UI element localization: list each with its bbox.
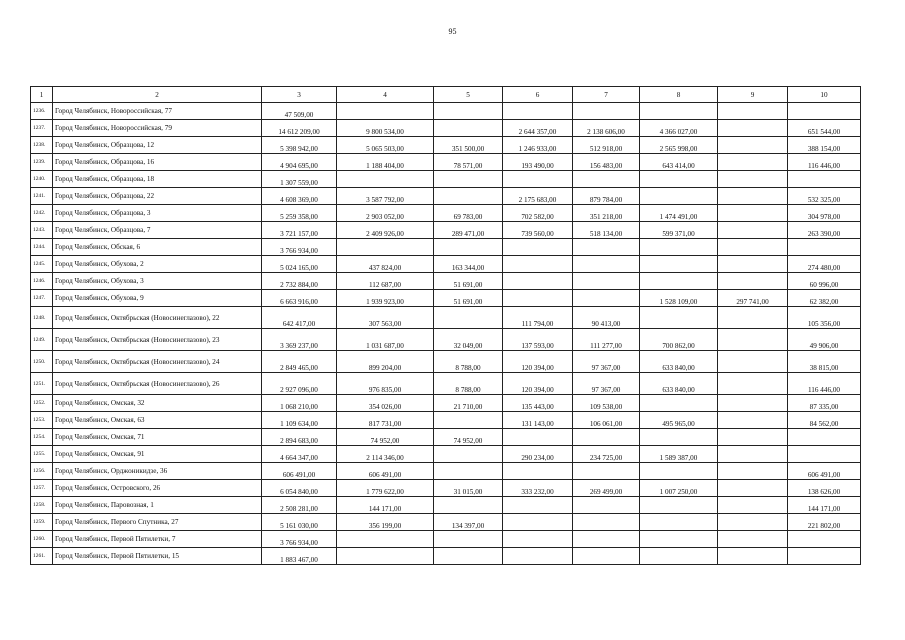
value-cell-c10: 221 802,00 [788,514,861,531]
value-cell-c10: 49 906,00 [788,329,861,351]
value-cell-c10: 38 815,00 [788,351,861,373]
value-cell-c9 [718,548,788,565]
value-cell-c7 [573,171,640,188]
value-cell-c4: 1 031 687,00 [337,329,434,351]
header-cell-2: 2 [53,87,262,103]
value-cell-c9 [718,373,788,395]
value-cell-c5: 31 015,00 [434,480,503,497]
value-cell-c4: 1 188 404,00 [337,154,434,171]
value-cell-c8: 643 414,00 [640,154,718,171]
value-cell-c5 [434,412,503,429]
address-cell: Город Челябинск, Октябрьская (Новосинеглазово), 26 [53,373,262,395]
value-cell-c5: 8 788,00 [434,351,503,373]
value-cell-c9 [718,307,788,329]
value-cell-c7 [573,429,640,446]
header-cell-4: 4 [337,87,434,103]
table-row [31,137,861,154]
table-row [31,222,861,239]
value-cell-c6: 120 394,00 [503,351,573,373]
address-cell: Город Челябинск, Образцова, 16 [53,154,262,171]
address-cell: Город Челябинск, Омская, 71 [53,429,262,446]
value-cell-c9 [718,222,788,239]
value-cell-c9 [718,273,788,290]
value-cell-c5: 8 788,00 [434,373,503,395]
row-number: 1245. [31,256,53,273]
value-cell-c5: 78 571,00 [434,154,503,171]
value-cell-c9: 297 741,00 [718,290,788,307]
value-cell-c5 [434,188,503,205]
row-number: 1254. [31,429,53,446]
value-cell-c3: 2 508 281,00 [262,497,337,514]
value-cell-c7: 351 218,00 [573,205,640,222]
value-cell-c5 [434,446,503,463]
row-number: 1253. [31,412,53,429]
value-cell-c8 [640,307,718,329]
address-cell: Город Челябинск, Омская, 91 [53,446,262,463]
value-cell-c5 [434,463,503,480]
value-cell-c9 [718,480,788,497]
value-cell-c7: 97 367,00 [573,373,640,395]
value-cell-c9 [718,120,788,137]
address-cell: Город Челябинск, Первой Пятилетки, 7 [53,531,262,548]
value-cell-c9 [718,171,788,188]
value-cell-c5: 134 397,00 [434,514,503,531]
value-cell-c6: 702 582,00 [503,205,573,222]
value-cell-c4 [337,171,434,188]
address-cell: Город Челябинск, Октябрьская (Новосинеглазово), 24 [53,351,262,373]
value-cell-c7 [573,514,640,531]
value-cell-c8 [640,514,718,531]
row-number: 1236. [31,103,53,120]
address-cell: Город Челябинск, Островского, 26 [53,480,262,497]
value-cell-c10: 87 335,00 [788,395,861,412]
value-cell-c8: 2 565 998,00 [640,137,718,154]
value-cell-c7: 111 277,00 [573,329,640,351]
value-cell-c3: 2 849 465,00 [262,351,337,373]
value-cell-c4: 2 903 052,00 [337,205,434,222]
value-cell-c5: 51 691,00 [434,290,503,307]
table-row [31,171,861,188]
value-cell-c3: 3 766 934,00 [262,531,337,548]
table-row [31,480,861,497]
row-number: 1260. [31,531,53,548]
value-cell-c5: 163 344,00 [434,256,503,273]
value-cell-c4: 144 171,00 [337,497,434,514]
value-cell-c8 [640,548,718,565]
value-cell-c10 [788,548,861,565]
value-cell-c8: 700 862,00 [640,329,718,351]
value-cell-c3: 5 024 165,00 [262,256,337,273]
value-cell-c8: 1 528 109,00 [640,290,718,307]
value-cell-c7: 269 499,00 [573,480,640,497]
value-cell-c9 [718,137,788,154]
value-cell-c6 [503,514,573,531]
value-cell-c7: 879 784,00 [573,188,640,205]
value-cell-c9 [718,256,788,273]
address-cell: Город Челябинск, Образцова, 22 [53,188,262,205]
row-number: 1240. [31,171,53,188]
value-cell-c7 [573,273,640,290]
table-row [31,497,861,514]
address-cell: Город Челябинск, Образцова, 18 [53,171,262,188]
value-cell-c10: 84 562,00 [788,412,861,429]
value-cell-c6: 2 175 683,00 [503,188,573,205]
value-cell-c5 [434,497,503,514]
header-cell-1: 1 [31,87,53,103]
value-cell-c7: 97 367,00 [573,351,640,373]
value-cell-c10: 144 171,00 [788,497,861,514]
address-cell: Город Челябинск, Первой Пятилетки, 15 [53,548,262,565]
value-cell-c9 [718,239,788,256]
value-cell-c4: 1 939 923,00 [337,290,434,307]
value-cell-c9 [718,514,788,531]
header-cell-9: 9 [718,87,788,103]
value-cell-c6 [503,290,573,307]
value-cell-c6 [503,429,573,446]
value-cell-c7 [573,497,640,514]
row-number: 1249. [31,329,53,351]
value-cell-c10: 62 382,00 [788,290,861,307]
value-cell-c10 [788,171,861,188]
value-cell-c10: 651 544,00 [788,120,861,137]
header-cell-6: 6 [503,87,573,103]
row-number: 1259. [31,514,53,531]
value-cell-c6 [503,239,573,256]
value-cell-c4: 976 835,00 [337,373,434,395]
value-cell-c8: 599 371,00 [640,222,718,239]
value-cell-c7 [573,239,640,256]
value-cell-c10: 274 480,00 [788,256,861,273]
value-cell-c8 [640,171,718,188]
value-cell-c6: 290 234,00 [503,446,573,463]
value-cell-c10: 388 154,00 [788,137,861,154]
value-cell-c3: 1 068 210,00 [262,395,337,412]
address-cell: Город Челябинск, Образцова, 3 [53,205,262,222]
address-cell: Город Челябинск, Образцова, 7 [53,222,262,239]
value-cell-c7 [573,531,640,548]
value-cell-c10: 105 356,00 [788,307,861,329]
address-cell: Город Челябинск, Обухова, 3 [53,273,262,290]
value-cell-c3: 4 608 369,00 [262,188,337,205]
row-number: 1237. [31,120,53,137]
header-cell-5: 5 [434,87,503,103]
value-cell-c6 [503,103,573,120]
value-cell-c6 [503,548,573,565]
value-cell-c10: 60 996,00 [788,273,861,290]
value-cell-c8: 1 589 387,00 [640,446,718,463]
table-row [31,120,861,137]
table-row [31,463,861,480]
value-cell-c3: 2 927 096,00 [262,373,337,395]
value-cell-c8 [640,188,718,205]
address-cell: Город Челябинск, Октябрьская (Новосинеглазово), 23 [53,329,262,351]
value-cell-c6: 120 394,00 [503,373,573,395]
value-cell-c8 [640,463,718,480]
data-table [30,86,861,565]
value-cell-c7: 234 725,00 [573,446,640,463]
address-cell: Город Челябинск, Омская, 32 [53,395,262,412]
table-row [31,395,861,412]
value-cell-c5: 21 710,00 [434,395,503,412]
value-cell-c10 [788,239,861,256]
value-cell-c9 [718,103,788,120]
value-cell-c9 [718,531,788,548]
value-cell-c7: 518 134,00 [573,222,640,239]
table-row [31,103,861,120]
row-number: 1258. [31,497,53,514]
value-cell-c5 [434,531,503,548]
row-number: 1261. [31,548,53,565]
value-cell-c3: 6 054 840,00 [262,480,337,497]
table-row [31,446,861,463]
address-cell: Город Челябинск, Новороссийская, 79 [53,120,262,137]
value-cell-c4: 5 065 503,00 [337,137,434,154]
value-cell-c4: 899 204,00 [337,351,434,373]
value-cell-c8 [640,429,718,446]
table-row [31,329,861,351]
value-cell-c10: 532 325,00 [788,188,861,205]
value-cell-c9 [718,446,788,463]
value-cell-c3: 47 509,00 [262,103,337,120]
value-cell-c9 [718,463,788,480]
value-cell-c6: 135 443,00 [503,395,573,412]
value-cell-c4: 437 824,00 [337,256,434,273]
value-cell-c10: 304 978,00 [788,205,861,222]
value-cell-c5 [434,307,503,329]
value-cell-c5: 51 691,00 [434,273,503,290]
value-cell-c9 [718,497,788,514]
value-cell-c7 [573,463,640,480]
value-cell-c8 [640,531,718,548]
header-cell-10: 10 [788,87,861,103]
header-cell-7: 7 [573,87,640,103]
address-cell: Город Челябинск, Октябрьская (Новосинеглазово), 22 [53,307,262,329]
value-cell-c4 [337,531,434,548]
value-cell-c7 [573,256,640,273]
value-cell-c5 [434,171,503,188]
row-number: 1238. [31,137,53,154]
row-number: 1242. [31,205,53,222]
value-cell-c8 [640,395,718,412]
value-cell-c9 [718,412,788,429]
row-number: 1244. [31,239,53,256]
table-row [31,273,861,290]
row-number: 1243. [31,222,53,239]
row-number: 1257. [31,480,53,497]
value-cell-c4 [337,103,434,120]
value-cell-c4: 9 800 534,00 [337,120,434,137]
table-row [31,531,861,548]
value-cell-c8 [640,273,718,290]
value-cell-c5: 32 049,00 [434,329,503,351]
table-row [31,307,861,329]
table-row [31,412,861,429]
value-cell-c10: 606 491,00 [788,463,861,480]
value-cell-c10: 116 446,00 [788,373,861,395]
value-cell-c8: 633 840,00 [640,351,718,373]
value-cell-c6: 1 246 933,00 [503,137,573,154]
value-cell-c3: 1 109 634,00 [262,412,337,429]
value-cell-c5: 69 783,00 [434,205,503,222]
value-cell-c6 [503,463,573,480]
value-cell-c8: 495 965,00 [640,412,718,429]
value-cell-c9 [718,429,788,446]
value-cell-c5: 289 471,00 [434,222,503,239]
value-cell-c9 [718,205,788,222]
value-cell-c3: 5 161 030,00 [262,514,337,531]
address-cell: Город Челябинск, Первого Спутника, 27 [53,514,262,531]
page-number: 95 [448,27,457,36]
value-cell-c6: 137 593,00 [503,329,573,351]
value-cell-c4: 354 026,00 [337,395,434,412]
value-cell-c8 [640,256,718,273]
value-cell-c6: 193 490,00 [503,154,573,171]
value-cell-c8: 4 366 027,00 [640,120,718,137]
value-cell-c3: 1 307 559,00 [262,171,337,188]
value-cell-c4: 74 952,00 [337,429,434,446]
value-cell-c4: 356 199,00 [337,514,434,531]
value-cell-c7: 2 138 606,00 [573,120,640,137]
value-cell-c5 [434,239,503,256]
value-cell-c3: 3 721 157,00 [262,222,337,239]
value-cell-c7: 109 538,00 [573,395,640,412]
value-cell-c3: 642 417,00 [262,307,337,329]
row-number: 1256. [31,463,53,480]
value-cell-c10 [788,429,861,446]
row-number: 1239. [31,154,53,171]
value-cell-c6: 131 143,00 [503,412,573,429]
table-row [31,351,861,373]
value-cell-c3: 1 883 467,00 [262,548,337,565]
value-cell-c8 [640,103,718,120]
value-cell-c8: 1 007 250,00 [640,480,718,497]
value-cell-c3: 14 612 209,00 [262,120,337,137]
value-cell-c3: 6 663 916,00 [262,290,337,307]
value-cell-c8: 633 840,00 [640,373,718,395]
value-cell-c10 [788,531,861,548]
value-cell-c7 [573,103,640,120]
address-cell: Город Челябинск, Паровозная, 1 [53,497,262,514]
value-cell-c3: 606 491,00 [262,463,337,480]
value-cell-c9 [718,154,788,171]
value-cell-c4 [337,239,434,256]
value-cell-c3: 3 766 934,00 [262,239,337,256]
row-number: 1248. [31,307,53,329]
table-row [31,373,861,395]
address-cell: Город Челябинск, Обская, 6 [53,239,262,256]
value-cell-c5 [434,548,503,565]
value-cell-c5 [434,103,503,120]
row-number: 1255. [31,446,53,463]
value-cell-c3: 2 894 683,00 [262,429,337,446]
value-cell-c5: 351 500,00 [434,137,503,154]
value-cell-c7: 512 918,00 [573,137,640,154]
value-cell-c4: 307 563,00 [337,307,434,329]
value-cell-c9 [718,395,788,412]
value-cell-c7: 156 483,00 [573,154,640,171]
value-cell-c3: 2 732 884,00 [262,273,337,290]
value-cell-c8: 1 474 491,00 [640,205,718,222]
value-cell-c3: 5 398 942,00 [262,137,337,154]
value-cell-c10: 263 390,00 [788,222,861,239]
header-cell-8: 8 [640,87,718,103]
table-row [31,514,861,531]
row-number: 1251. [31,373,53,395]
value-cell-c9 [718,329,788,351]
value-cell-c4: 606 491,00 [337,463,434,480]
address-cell: Город Челябинск, Образцова, 12 [53,137,262,154]
value-cell-c3: 4 904 695,00 [262,154,337,171]
value-cell-c4: 817 731,00 [337,412,434,429]
value-cell-c7: 90 413,00 [573,307,640,329]
value-cell-c3: 5 259 358,00 [262,205,337,222]
value-cell-c10 [788,103,861,120]
value-cell-c6 [503,273,573,290]
table-row [31,548,861,565]
value-cell-c6: 739 560,00 [503,222,573,239]
value-cell-c9 [718,351,788,373]
value-cell-c6 [503,171,573,188]
value-cell-c6: 2 644 357,00 [503,120,573,137]
value-cell-c4 [337,548,434,565]
row-number: 1250. [31,351,53,373]
address-cell: Город Челябинск, Обухова, 2 [53,256,262,273]
header-row [31,87,861,103]
row-number: 1252. [31,395,53,412]
value-cell-c7 [573,548,640,565]
table-row [31,188,861,205]
value-cell-c5: 74 952,00 [434,429,503,446]
table-row [31,256,861,273]
table-row [31,239,861,256]
header-cell-3: 3 [262,87,337,103]
value-cell-c3: 3 369 237,00 [262,329,337,351]
value-cell-c4: 2 409 926,00 [337,222,434,239]
value-cell-c10 [788,446,861,463]
value-cell-c7: 106 061,00 [573,412,640,429]
table-row [31,429,861,446]
value-cell-c5 [434,120,503,137]
value-cell-c4: 1 779 622,00 [337,480,434,497]
row-number: 1246. [31,273,53,290]
address-cell: Город Челябинск, Омская, 63 [53,412,262,429]
table-row [31,290,861,307]
value-cell-c8 [640,497,718,514]
value-cell-c6 [503,497,573,514]
address-cell: Город Челябинск, Обухова, 9 [53,290,262,307]
row-number: 1241. [31,188,53,205]
value-cell-c10: 116 446,00 [788,154,861,171]
table-row [31,154,861,171]
value-cell-c7 [573,290,640,307]
row-number: 1247. [31,290,53,307]
value-cell-c6: 333 232,00 [503,480,573,497]
value-cell-c10: 138 626,00 [788,480,861,497]
value-cell-c6 [503,256,573,273]
value-cell-c8 [640,239,718,256]
value-cell-c4: 112 687,00 [337,273,434,290]
table-row [31,205,861,222]
address-cell: Город Челябинск, Орджоникидзе, 36 [53,463,262,480]
value-cell-c4: 2 114 346,00 [337,446,434,463]
value-cell-c9 [718,188,788,205]
value-cell-c4: 3 587 792,00 [337,188,434,205]
value-cell-c3: 4 664 347,00 [262,446,337,463]
value-cell-c6: 111 794,00 [503,307,573,329]
address-cell: Город Челябинск, Новороссийская, 77 [53,103,262,120]
value-cell-c6 [503,531,573,548]
